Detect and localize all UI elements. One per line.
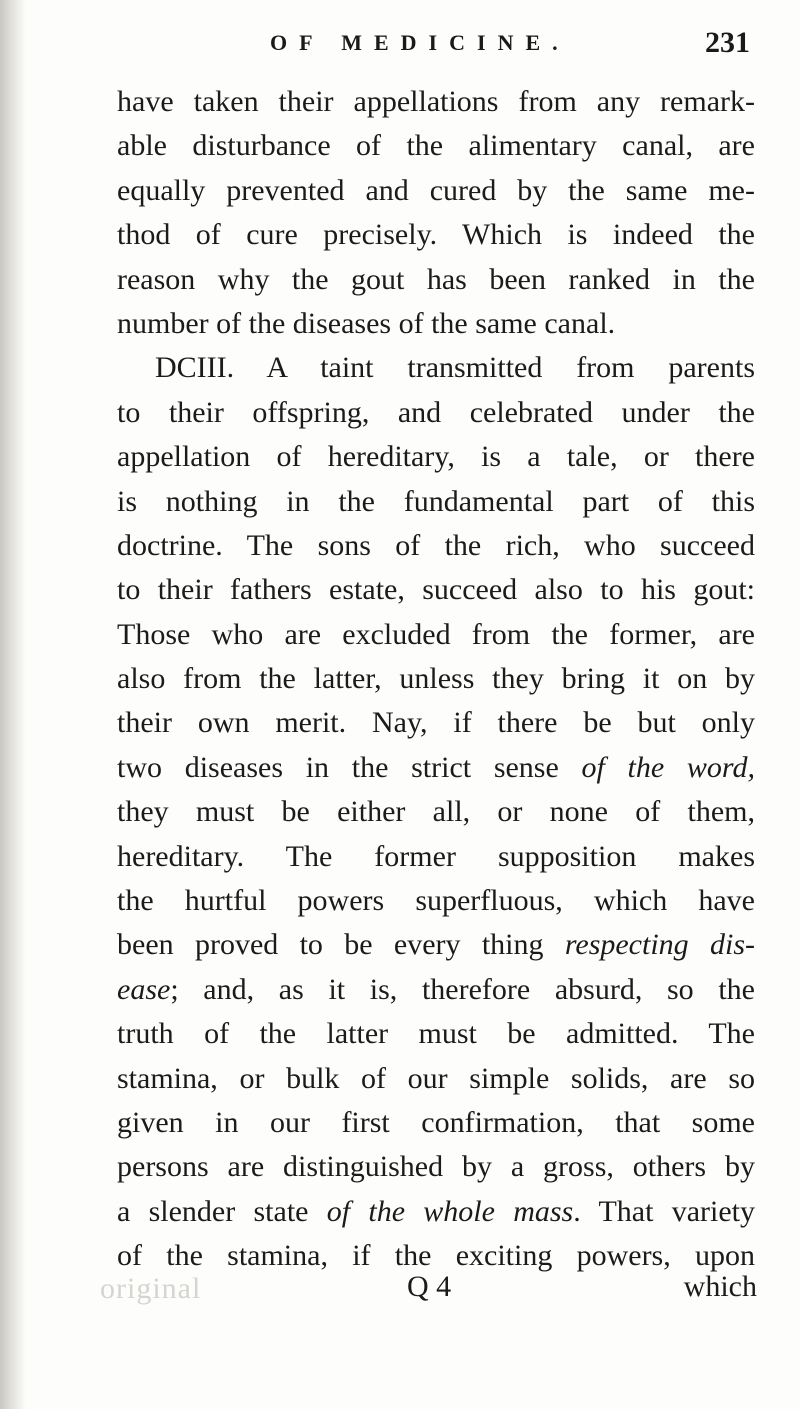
text-line: persons are distinguished by a gross, others by: [117, 1150, 755, 1184]
running-title: OF MEDICINE.: [270, 30, 570, 55]
text-line: [117, 923, 755, 967]
signature-mark: Q 4: [407, 1270, 452, 1303]
text-line: their own merit. Nay, if there be but only: [117, 706, 755, 740]
text-line: of the stamina, if the exciting powers, upon: [117, 1239, 755, 1273]
text-line: Those who are excluded from the former, are: [117, 617, 755, 651]
text-segment: two diseases in the strict sense: [117, 750, 582, 784]
text-line: have taken their appellations from any remark-: [117, 85, 755, 118]
text-line: hereditary. The former supposition makes: [117, 839, 755, 873]
binding-shadow: [0, 0, 26, 1409]
body-text: [117, 80, 755, 1279]
text-line: the hurtful powers superfluous, which have: [117, 884, 755, 918]
text-line: to their fathers estate, succeed also to his gout:: [117, 573, 755, 607]
text-line: they must be either all, or none of them,: [117, 795, 755, 829]
text-line: truth of the latter must be admitted. The: [117, 1017, 755, 1051]
text-segment: ; and, as it is, therefore absurd, so the: [170, 972, 755, 1006]
text-line: able disturbance of the alimentary canal, are: [117, 129, 755, 163]
bleed-through-text: original: [100, 1272, 202, 1305]
text-segment: been proved to be every thing: [117, 928, 565, 962]
text-line: to their offspring, and celebrated under the: [117, 395, 755, 429]
italic-segment: of the whole mass: [326, 1194, 574, 1228]
text-line: [117, 1190, 755, 1234]
text-line: given in our first confirmation, that some: [117, 1105, 755, 1139]
text-line: reason why the gout has been ranked in the: [117, 262, 755, 296]
text-line: appellation of hereditary, is a tale, or there: [117, 440, 755, 474]
page-number: 231: [705, 26, 750, 59]
catchword: which: [683, 1270, 757, 1303]
italic-segment: of the word,: [581, 750, 755, 784]
text-line: number of the diseases of the same canal.: [117, 306, 616, 340]
italic-segment: ease: [117, 972, 171, 1006]
text-line: thod of cure precisely. Which is indeed the: [117, 218, 755, 252]
text-segment: . That variety: [573, 1194, 756, 1228]
text-line: equally prevented and cured by the same me-: [117, 173, 755, 207]
text-line: is nothing in the fundamental part of this: [117, 484, 755, 518]
running-head: [270, 26, 750, 66]
text-line: DCIII. A taint transmitted from parents: [155, 351, 755, 385]
italic-segment: respecting dis-: [564, 928, 755, 962]
text-line: [117, 968, 755, 1012]
text-line: [117, 746, 755, 790]
text-segment: a slender state: [117, 1194, 327, 1228]
text-line: stamina, or bulk of our simple solids, are so: [117, 1061, 755, 1095]
page-footer: [117, 1270, 757, 1320]
text-line: also from the latter, unless they bring it on by: [117, 662, 755, 696]
text-line: doctrine. The sons of the rich, who succeed: [117, 528, 755, 562]
